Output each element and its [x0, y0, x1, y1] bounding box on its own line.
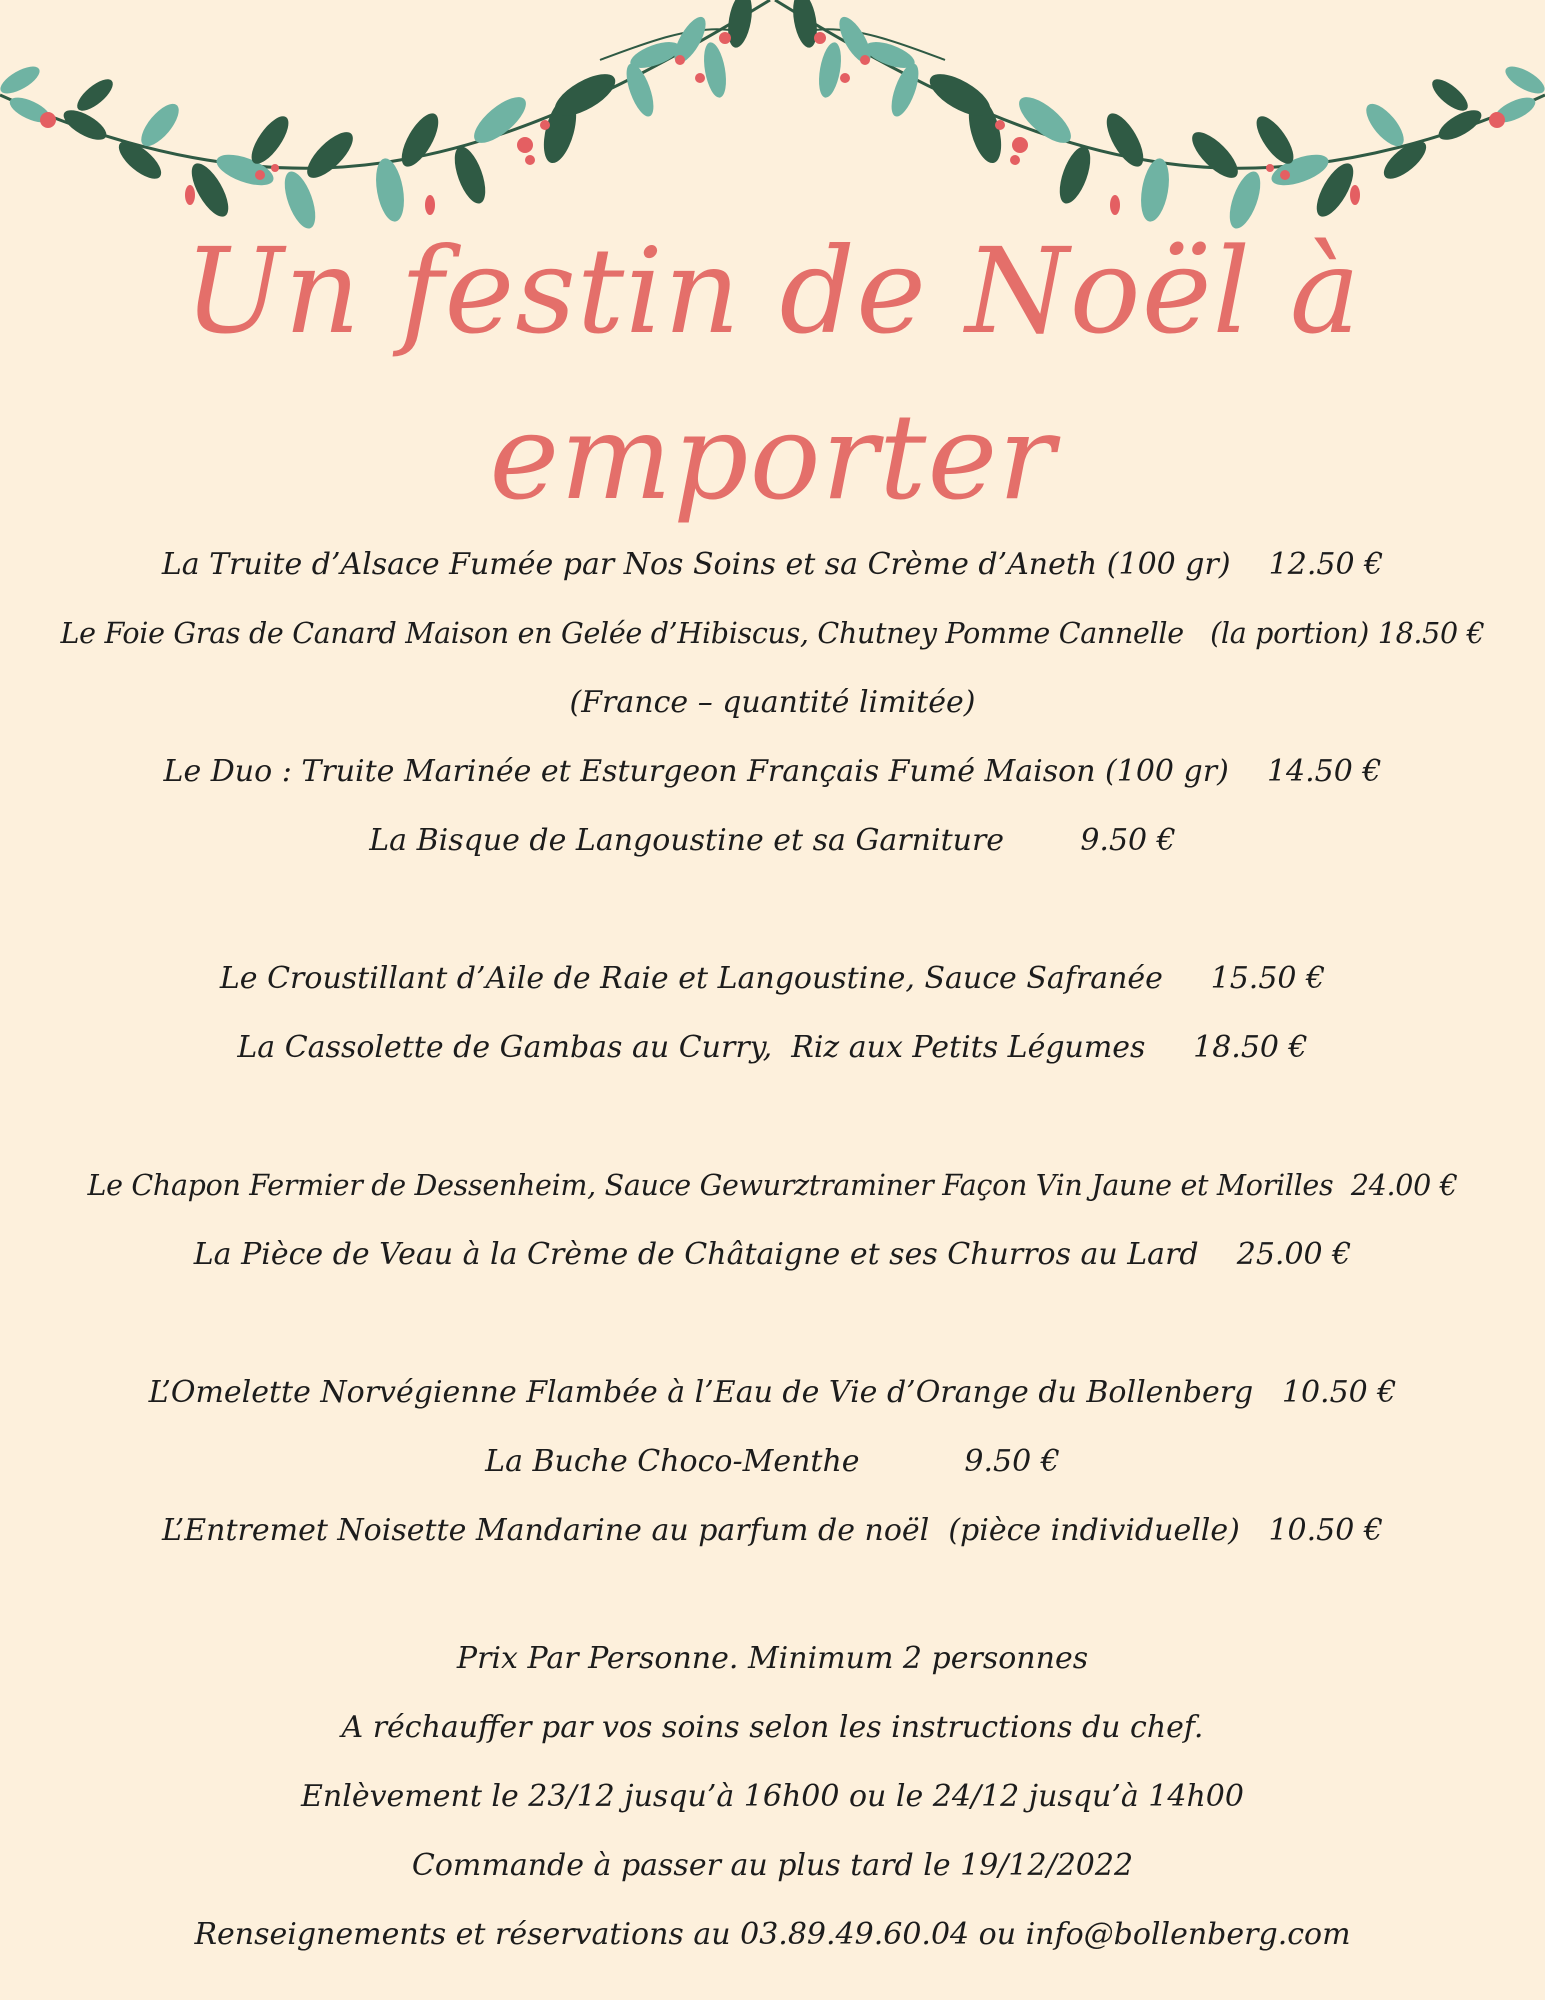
menu-item: Le Chapon Fermier de Dessenheim, Sauce Gewurztraminer Façon Vin Jaune et Morilles 24.00 €	[87, 1169, 1458, 1202]
menu-item: L’Omelette Norvégienne Flambée à l’Eau de Vie d’Orange du Bollenberg 10.50 €	[148, 1375, 1397, 1410]
menu-item: La Cassolette de Gambas au Curry, Riz aux Petits Légumes 18.50 €	[237, 1030, 1308, 1065]
menu-item: La Truite d’Alsace Fumée par Nos Soins et sa Crème d’Aneth (100 gr) 12.50 €	[161, 547, 1384, 582]
menu-item: L’Entremet Noisette Mandarine au parfum de noël (pièce individuelle) 10.50 €	[162, 1513, 1383, 1548]
holly-garland-icon	[0, 0, 1545, 240]
section-spacer	[0, 1082, 1545, 1151]
page-title-line-2: emporter	[489, 388, 1056, 526]
menu-item: La Buche Choco-Menthe 9.50 €	[485, 1444, 1060, 1479]
menu-item-note: (France – quantité limitée)	[569, 685, 976, 720]
info-line-reheat: A réchauffer par vos soins selon les instructions du chef.	[341, 1710, 1204, 1745]
page-title-line-1: Un festin de Noël à	[183, 222, 1362, 360]
menu-item: Le Croustillant d’Aile de Raie et Langoustine, Sauce Safranée 15.50 €	[219, 961, 1326, 996]
info-line-order-deadline: Commande à passer au plus tard le 19/12/2022	[411, 1848, 1134, 1883]
section-spacer	[0, 1289, 1545, 1358]
menu-item: La Pièce de Veau à la Crème de Châtaigne et ses Churros au Lard 25.00 €	[193, 1237, 1352, 1272]
menu-item: Le Duo : Truite Marinée et Esturgeon Français Fumé Maison (100 gr) 14.50 €	[163, 754, 1382, 789]
info-line-pricing: Prix Par Personne. Minimum 2 personnes	[456, 1641, 1089, 1676]
section-spacer	[0, 875, 1545, 944]
menu-item: Le Foie Gras de Canard Maison en Gelée d’Hibiscus, Chutney Pomme Cannelle (la portion) 18.50 €	[60, 617, 1485, 650]
info-block	[0, 1624, 1545, 1969]
menu-list	[0, 530, 1545, 1565]
info-line-contact: Renseignements et réservations au 03.89.49.60.04 ou info@bollenberg.com	[194, 1917, 1351, 1952]
menu-item: La Bisque de Langoustine et sa Garniture 9.50 €	[369, 823, 1176, 858]
info-line-pickup: Enlèvement le 23/12 jusqu’à 16h00 ou le 24/12 jusqu’à 14h00	[301, 1779, 1244, 1814]
